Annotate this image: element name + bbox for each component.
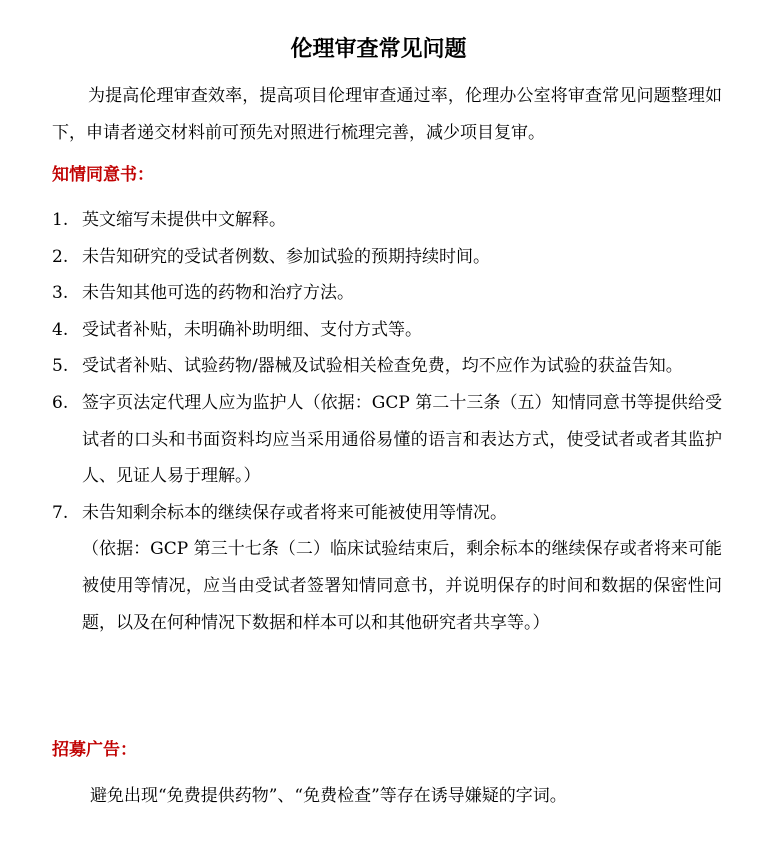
item-number: 2. bbox=[52, 246, 69, 267]
informed-consent-issue-list bbox=[52, 202, 722, 641]
list-item bbox=[52, 495, 722, 532]
item-number: 5. bbox=[52, 356, 69, 377]
item-number: 7. bbox=[52, 502, 69, 523]
item-text: 英文缩写未提供中文解释。 bbox=[82, 210, 286, 230]
section-heading-informed-consent: 知情同意书： bbox=[52, 165, 154, 185]
list-item bbox=[52, 202, 722, 239]
section-heading-recruitment-ad: 招募广告： bbox=[52, 740, 137, 760]
item-number: 4. bbox=[52, 319, 69, 340]
item-legal-basis: （依据：GCP 第三十七条（二）临床试验结束后，剩余标本的继续保存或者将来可能被使用等情况，应当由受试者签署知情同意书，并说明保存的时间和数据的保密性问题，以及在何种情况下数据和样本可以和其他研究者共享等。） bbox=[82, 539, 722, 633]
item-number: 6. bbox=[52, 392, 69, 413]
item-number: 1. bbox=[52, 210, 69, 230]
item-text: 未告知研究的受试者例数、参加试验的预期持续时间。 bbox=[82, 246, 490, 267]
item-text: 未告知剩余标本的继续保存或者将来可能被使用等情况。 bbox=[82, 502, 507, 523]
list-item bbox=[52, 385, 722, 495]
item-text: 签字页法定代理人应为监护人（依据：GCP 第二十三条（五）知情同意书等提供给受试者的口头和书面资料均应当采用通俗易懂的语言和表达方式，使受试者或者其监护人、见证人易于理解。） bbox=[82, 392, 722, 487]
list-item bbox=[52, 312, 722, 349]
list-item bbox=[52, 275, 722, 312]
item-number: 3. bbox=[52, 283, 69, 304]
intro-paragraph: 为提高伦理审查效率，提高项目伦理审查通过率，伦理办公室将审查常见问题整理如下，申请者递交材料前可预先对照进行梳理完善，减少项目复审。 bbox=[52, 86, 722, 143]
item-text: 受试者补贴、试验药物/器械及试验相关检查免费，均不应作为试验的获益告知。 bbox=[82, 356, 683, 377]
page-title: 伦理审查常见问题 bbox=[290, 37, 467, 62]
list-item bbox=[52, 348, 722, 385]
recruitment-ad-text: 避免出现“免费提供药物”、“免费检查”等存在诱导嫌疑的字词。 bbox=[90, 786, 567, 806]
item-text: 未告知其他可选的药物和治疗方法。 bbox=[82, 283, 354, 304]
item-text: 受试者补贴，未明确补助明细、支付方式等。 bbox=[82, 319, 422, 340]
list-item bbox=[52, 239, 722, 276]
